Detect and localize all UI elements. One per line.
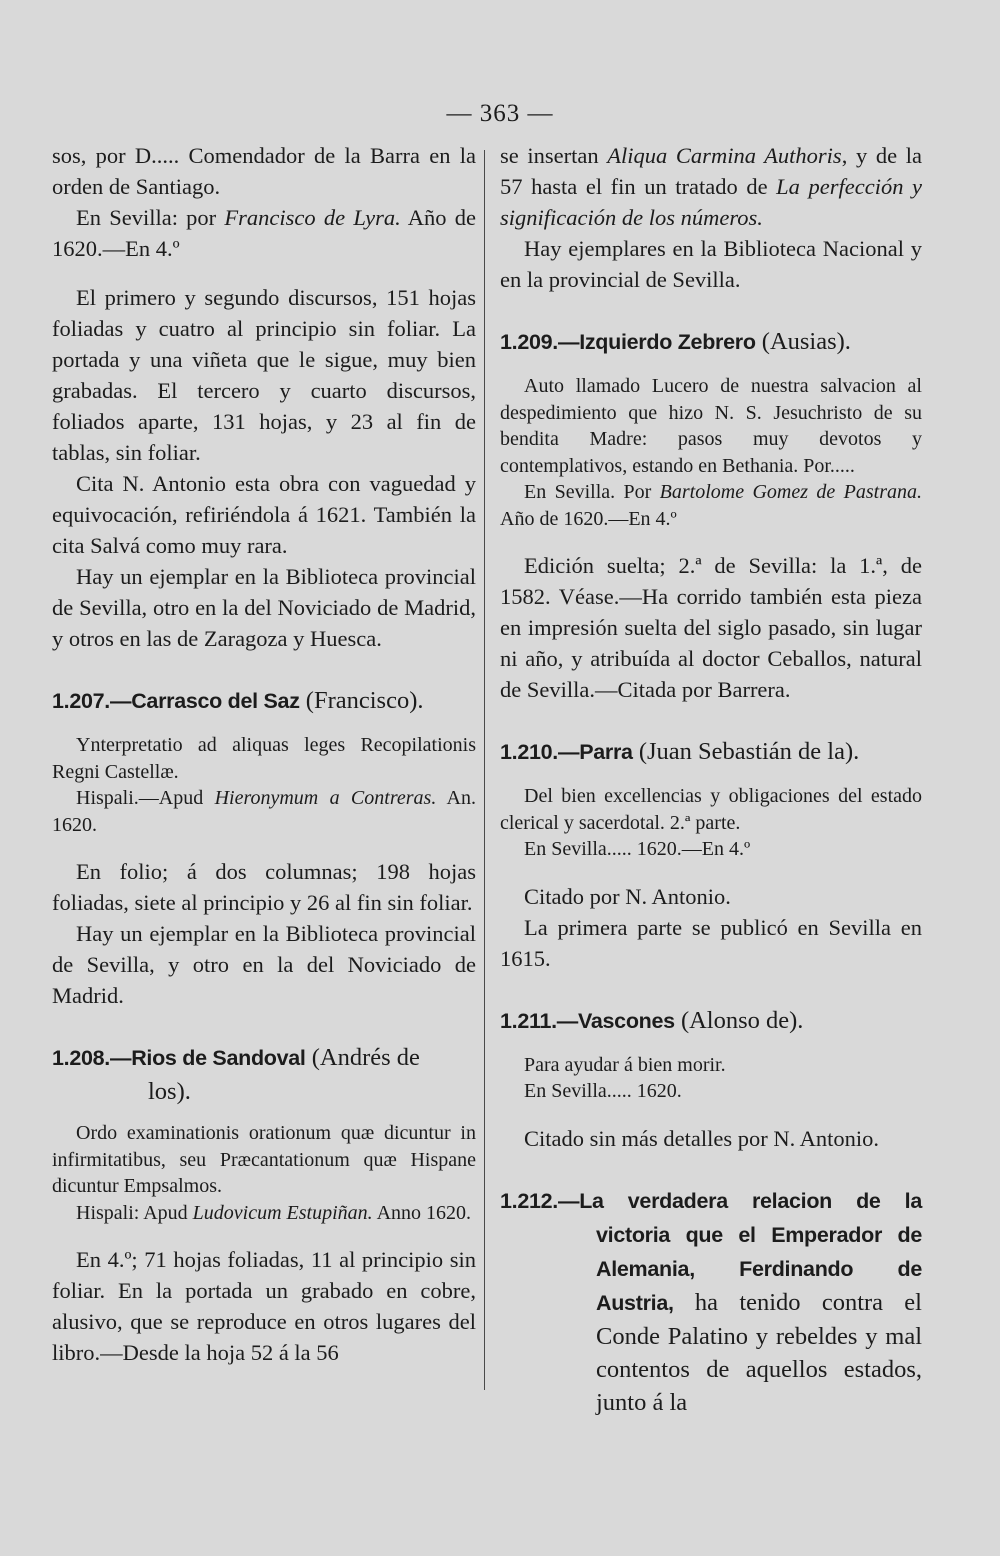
- imprint-text: Hispali.—Apud: [76, 787, 215, 809]
- note-paragraph: Cita N. Antonio esta obra con vaguedad y equivocación, refiriéndola á 1621. También la cita Salvá como muy rara.: [52, 471, 476, 558]
- note-paragraph: Citado por N. Antonio.: [524, 883, 731, 909]
- entry-author-name: (Francisco).: [299, 687, 424, 714]
- imprint-text: An. 1620.: [52, 787, 476, 836]
- entry-title: Ynterpretatio ad aliquas leges Recopilationis Regni Castellæ.: [52, 734, 476, 783]
- entry-number: 1.212.—: [500, 1188, 580, 1213]
- entry-heading: [52, 684, 476, 718]
- entry-author: Parra: [579, 740, 633, 764]
- note-paragraph: Hay ejemplares en la Biblioteca Nacional y en la provincial de Sevilla.: [500, 236, 922, 292]
- entry-number: 1.208.—: [52, 1046, 132, 1070]
- continuation-imprint: [52, 202, 476, 264]
- imprint-text: Hispali: Apud: [76, 1201, 193, 1224]
- entry-title: Del bien excellencias y obligaciones del estado clerical y sacerdotal. 2.ª parte.: [500, 785, 922, 834]
- imprint-text: Anno 1620.: [372, 1201, 472, 1224]
- entry-imprint: En Sevilla..... 1620.—En 4.º: [524, 838, 751, 860]
- note-paragraph: Citado sin más detalles por N. Antonio.: [524, 1125, 879, 1151]
- entry-number: 1.210.—: [500, 740, 580, 764]
- printer-name: Francisco de Lyra.: [224, 205, 401, 230]
- continuation-text: [500, 140, 922, 233]
- text: , y de la 57 hasta el fin un tratado de: [500, 143, 923, 199]
- entry-author-name: (Ausias).: [755, 328, 851, 355]
- continuation-text: sos, por D..... Comendador de la Barra en la orden de Santiago.: [52, 143, 476, 199]
- note-paragraph: Hay un ejemplar en la Biblioteca provincial de Sevilla, otro en la del Noviciado de Madrid, y otros en las de Zaragoza y Huesca.: [52, 564, 476, 651]
- entry-heading: [52, 1041, 476, 1075]
- imprint-text: En Sevilla: por: [76, 205, 225, 230]
- entry-author: Rios de Sandoval: [131, 1046, 306, 1070]
- entry-imprint: En Sevilla..... 1620.: [524, 1080, 682, 1102]
- entry-number: 1.211.—: [500, 1008, 578, 1033]
- entry-1209: [500, 325, 922, 705]
- imprint-text: En Sevilla. Por: [524, 481, 660, 503]
- entry-heading: [500, 1004, 922, 1038]
- printer-name: Hieronymum a Contreras.: [214, 787, 437, 809]
- imprint-text: Año de 1620.—En 4.º: [500, 507, 677, 530]
- note-paragraph: El primero y segundo discursos, 151 hojas foliadas y cuatro al principio sin foliar. La portada y una viñeta que le sigue, muy bien grabadas. El tercero y cuarto discursos, foliados aparte, 131 hojas, y 23 al fin de tablas, sin foliar.: [52, 285, 476, 465]
- entry-number: 1.209.—: [500, 330, 580, 354]
- entry-1210: [500, 735, 922, 974]
- entry-1211: [500, 1004, 922, 1154]
- right-column: [500, 140, 922, 1419]
- note-paragraph: En folio; á dos columnas; 198 hojas foliadas, siete al principio y 26 al fin sin foliar.: [52, 859, 476, 915]
- entry-1208: [52, 1041, 476, 1368]
- entry-title: Auto llamado Lucero de nuestra salvacion al despedimiento que hizo N. S. Jesuchristo de su bendita Madre: pasos muy devotos y contemplativos, estando en Bethania. Por.....: [500, 375, 922, 477]
- entry-title-bold: La verdadera relacion de la victoria que el Emperador de Alemania, Ferdinando de Austria,: [579, 1188, 922, 1315]
- entry-imprint: [52, 1200, 476, 1227]
- page-number: — 363 —: [446, 100, 554, 127]
- entry-heading: [500, 735, 922, 769]
- italic-title: La perfección y significación de los números.: [500, 174, 922, 230]
- entry-heading-cont: los).: [148, 1078, 191, 1105]
- entry-author: Izquierdo Zebrero: [579, 330, 756, 354]
- entry-author-name: (Alonso de).: [674, 1006, 804, 1034]
- entry-author: Vascones: [578, 1008, 675, 1033]
- entry-author-name: (Andrés de: [305, 1044, 420, 1071]
- note-paragraph: Edición suelta; 2.ª de Sevilla: la 1.ª, de 1582. Véase.—Ha corrido también esta pieza en impresión suelta del siglo pasado, sin lugar ni año, y atribuída al doctor Ceballos, natural de Sevilla.—Citada por Barrera.: [500, 553, 922, 702]
- entry-title: Para ayudar á bien morir.: [524, 1053, 726, 1076]
- printer-name: Bartolome Gomez de Pastrana.: [659, 481, 922, 503]
- note-paragraph: Hay un ejemplar en la Biblioteca provincial de Sevilla, y otro en la del Noviciado de Madrid.: [52, 921, 476, 1008]
- entry-imprint: [500, 479, 922, 532]
- printer-name: Ludovicum Estupiñan.: [192, 1201, 373, 1224]
- entry-author-name: (Juan Sebastián de la).: [632, 738, 860, 765]
- entry-heading: [500, 325, 922, 359]
- italic-title: Aliqua Carmina Authoris: [607, 143, 842, 168]
- entry-author: Carrasco del Saz: [131, 689, 300, 713]
- text: se insertan: [500, 143, 608, 168]
- column-divider: [484, 150, 485, 1390]
- entry-number: 1.207.—: [52, 689, 132, 713]
- entry-heading: [500, 1184, 922, 1419]
- note-paragraph: En 4.º; 71 hojas foliadas, 11 al principio sin foliar. En la portada un grabado en cobre, alusivo, que se reproduce en otros lugares del libro.—Desde la hoja 52 á la 56: [52, 1247, 476, 1365]
- entry-imprint: [52, 785, 476, 838]
- entry-1212: [500, 1184, 922, 1419]
- entry-title-text: ha tenido contra el Conde Palatino y rebeldes y mal contentos de aquellos estados, junto á la: [596, 1288, 922, 1416]
- imprint-text: Año de 1620.—En 4.º: [52, 205, 476, 261]
- left-column: [52, 140, 476, 1368]
- entry-title: Ordo examinationis orationum quæ dicuntur in infirmitatibus, seu Præcantationum quæ Hispane dicuntur Empsalmos.: [52, 1122, 476, 1197]
- note-paragraph: La primera parte se publicó en Sevilla en 1615.: [500, 914, 922, 971]
- entry-1207: [52, 684, 476, 1011]
